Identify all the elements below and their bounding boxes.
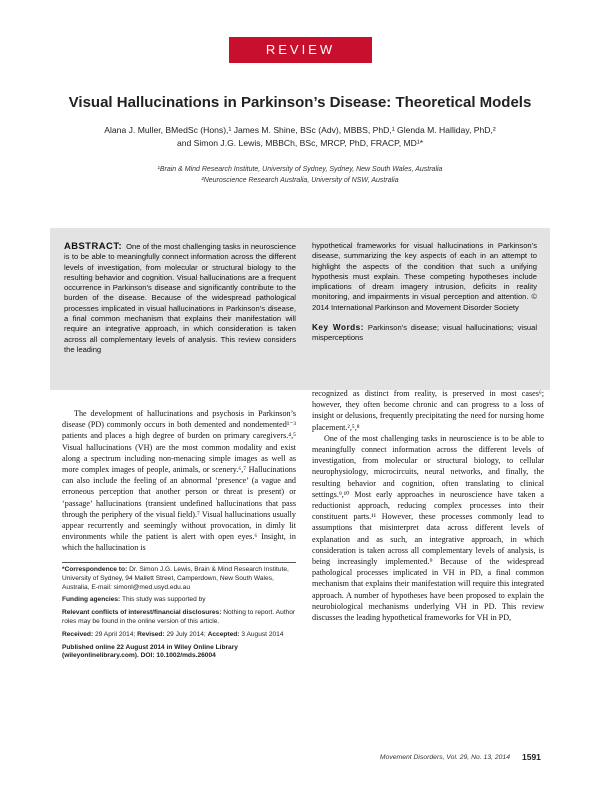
abstract-text-left: One of the most challenging tasks in neuroscience is to be able to meaningfully connect information across the different levels of investigation, from molecular or structural biology to the resulting behavior and cognition. Visual hallucinations are a frequent occurrence in Parkinson’s disease and significantly contribute to the burden of the disease. Because of the widespread pathological processes implicated in visual hallucinations in Parkinson’s disease, a final common mechanism that explains their manifestation will require an integrative approach, in which consideration is taken across all complementary levels of analysis. This review considers the leading [64,242,296,354]
body-right-column [312,388,544,623]
conflicts-note [62,609,296,627]
abstract-heading: ABSTRACT: [64,240,123,251]
received-date: 29 April 2014; [95,630,136,638]
authors-line-1: Alana J. Muller, BMedSc (Hons),¹ James M. Shine, BSc (Adv), MBBS, PhD,¹ Glenda M. Halliday, PhD,² [104,125,496,135]
correspondence-label: *Correspondence to: [62,566,128,573]
keywords-heading: Key Words: [312,323,364,333]
keywords-text: Parkinson’s disease; visual hallucinations; visual misperceptions [312,323,538,343]
body-left-column [62,408,296,554]
dates-note [62,631,296,640]
body-paragraph-2: One of the most challenging tasks in neuroscience is to be able to meaningfully connect information across the different levels of investigation, from molecular or structural biology, to cellular neurophysiology, microcircuits, neural networks, and finally, the resulting behavior and cognition, often translating to clinical settings.⁹,¹⁰ Most early approaches in neuroscience have taken a reductionist approach, reducing complex processes into their constituent parts.¹¹ However, these processes commonly lead to assumptions that misinterpret data across different levels of explanation and as such, an integrative approach, in which consideration is taken across all complementary levels of analysis, is being increasingly implemented.⁹ Because of the widespread pathological processes implicated in VH in PD, a final common mechanism that explains their manifestation will require this integrated approach. A number of hypotheses have been proposed to explain the neurobiological mechanisms underlying VH in PD. This review discusses the leading hypothetical frameworks for VH in PD, [312,433,544,623]
abstract-left-column [64,241,296,355]
accepted-date: 3 August 2014 [241,630,284,638]
funding-note [62,596,296,605]
authors-line-2: and Simon J.G. Lewis, MBBCh, BSc, MRCP, PhD, FRACP, MD¹* [176,138,424,148]
conflicts-text: Nothing to report. Author roles may be found in the online version of this article. [62,609,296,625]
publication-note: Published online 22 August 2014 in Wiley Online Library (wileyonlinelibrary.com). DOI: 10.1002/mds.26004 [62,643,238,660]
keywords [312,323,537,344]
affiliation-1: ¹Brain & Mind Research Institute, University of Sydney, Sydney, New South Wales, Australia [157,166,443,173]
funding-label: Funding agencies: [62,596,121,604]
abstract-right-column [312,241,537,344]
body-paragraph-1-continued: recognized as distinct from reality, is preserved in most cases⁶; however, they often become chronic and can progress to a loss of insight or delusions, frequently precipitating the need for nursing home placement.²,⁵,⁸ [312,389,544,432]
body-paragraph-1: The development of hallucinations and psychosis in Parkinson’s disease (PD) commonly occurs in both demented and nondemented¹⁻³ patients and places a high degree of burden on primary caregivers.⁴,⁵ Visual hallucinations (VH) are the most common modality and exist along a spectrum including non-menacing simple images as well as more complex images of people, animals, or scenery.⁶,⁷ Hallucinations can also include the feeling of an abnormal ‘presence’ (a vague and erroneous perception that another person or threat is present) or ‘passage’ hallucinations (transient undefined hallucinations that pass through the periphery of the visual field).⁷ Visual hallucinations usually appear recurrently and seemingly without provocation, in dimly lit environments while the patient is alert with open eyes.⁶ Insight, in which the hallucination is [62,409,296,553]
correspondence-note [62,566,296,592]
abstract-text-right: hypothetical frameworks for visual hallucinations in Parkinson’s disease, summarizing the key aspects of each in an attempt to highlight the aspects of the condition that such a unifying hypothesis must explain. These competing hypotheses include implications of dream imagery intrusion, deficits in reality monitoring, and impairments in visual perception and attention. © 2014 International Parkinson and Movement Disorder Society [312,241,537,312]
funding-text: This study was supported by [121,596,206,604]
author-list [60,124,540,150]
footnotes [62,566,296,665]
conflicts-label: Relevant conflicts of interest/financial disclosures: [62,609,222,617]
article-title: Visual Hallucinations in Parkinson’s Disease: Theoretical Models [68,94,532,111]
affiliations [60,165,540,186]
journal-citation: Movement Disorders, Vol. 29, No. 13, 2014 [379,754,510,761]
revised-label: Revised: [137,630,165,638]
revised-date: 29 July 2014; [166,630,206,638]
accepted-label: Accepted: [207,630,240,638]
affiliation-2: ²Neuroscience Research Australia, University of NSW, Australia [201,176,399,184]
received-label: Received: [62,630,94,638]
abstract-box [50,228,550,390]
section-banner: REVIEW [229,37,372,63]
correspondence-text: Dr. Simon J.G. Lewis, Brain & Mind Research Institute, University of Sydney, 94 Mallett Street, Camperdown, New South Wales, Australia, E-mail: simonl@med.usyd.edu.au [62,566,289,591]
page-number: 1591 [522,752,541,762]
footnote-divider [62,562,296,563]
